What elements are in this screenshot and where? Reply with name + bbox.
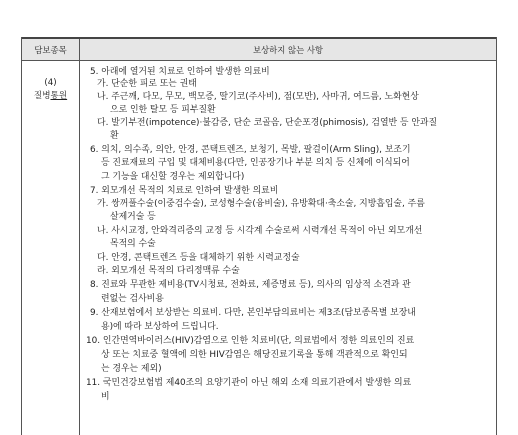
item-7-na: 나. 사시교정, 안와격리증의 교정 등 시각계 수술로써 시력개선 목적이 아닌 외모개선 <box>97 226 423 236</box>
item-7-ga: 가. 쌍꺼풀수술(이중검수술), 코성형수술(융비술), 유방확대·축소술, 지방흡입술, 주름 <box>97 199 425 209</box>
item-10: 10. 인간면역바이러스(HIV)감염으로 인한 치료비(단, 의료법에서 정한 의료인의 진료 <box>86 336 415 346</box>
item-9-cont: 용)에 따라 보상하여 드립니다. <box>101 322 219 332</box>
header-coverage-type: 담보종목 <box>22 39 80 61</box>
exclusions-table <box>21 37 497 435</box>
item-5-ga: 가. 단순한 피로 또는 권태 <box>97 79 197 89</box>
item-5-da: 다. 발기부전(impotence)·불감증, 단순 코골음, 단순포경(phimosis), 검열반 등 안과질 <box>97 118 438 128</box>
item-7-da: 다. 안경, 콘택트렌즈 등을 대체하기 위한 시력교정술 <box>97 253 300 263</box>
item-5-da-cont: 환 <box>110 131 119 141</box>
item-7-ra: 라. 외모개선 목적의 다리정맥류 수술 <box>97 266 240 276</box>
item-9: 9. 산재보험에서 보상받는 의료비. 다만, 본인부담의료비는 제3조(담보종목별 보장내 <box>90 308 416 318</box>
coverage-category <box>22 77 79 103</box>
header-exclusions: 보상하지 않는 사항 <box>252 45 324 55</box>
item-10-cont-1: 상 또는 치료중 혈액에 의한 HIV감염은 해당진료기록을 통해 객관적으로 확인되 <box>101 350 408 360</box>
item-8: 8. 진료와 무관한 제비용(TV시청료, 전화료, 제증명료 등), 의사의 임상적 소견과 관 <box>90 280 411 290</box>
item-7-na-cont: 목적의 수술 <box>110 239 156 249</box>
exclusions-body <box>80 61 496 435</box>
item-5: 5. 아래에 열거된 치료로 인하여 발생한 의료비 <box>90 67 270 77</box>
item-6-cont-2: 그 기능을 대신할 경우는 제외합니다) <box>101 172 245 182</box>
item-5-na-cont: 으로 인한 탈모 등 피부질환 <box>110 105 216 115</box>
item-5-na: 나. 주근깨, 다모, 무모, 백모증, 딸기코(주사비), 점(모반), 사마귀, 여드름, 노화현상 <box>97 92 419 102</box>
category-name: 질병통원 <box>33 91 68 101</box>
table-header <box>22 37 496 61</box>
item-11: 11. 국민건강보험법 제40조의 요양기관이 아닌 해외 소재 의료기관에서 발생한 의료 <box>86 378 412 388</box>
item-10-cont-2: 는 경우는 제외) <box>101 364 162 374</box>
category-number: (4) <box>44 78 57 88</box>
item-7: 7. 외모개선 목적의 치료로 인하여 발생한 의료비 <box>90 186 279 196</box>
item-6-cont-1: 등 진료재료의 구입 및 대체비용(다만, 인공장기나 부분 의치 등 신체에 이식되어 <box>101 158 410 168</box>
item-6: 6. 의치, 의수족, 의안, 안경, 콘택트렌즈, 보청기, 목발, 팔걸이(Arm Sling), 보조기 <box>90 145 411 155</box>
item-7-ga-cont: 살제거술 등 <box>110 212 156 222</box>
item-8-cont: 련없는 검사비용 <box>101 294 164 304</box>
item-11-cont: 비 <box>101 392 110 402</box>
